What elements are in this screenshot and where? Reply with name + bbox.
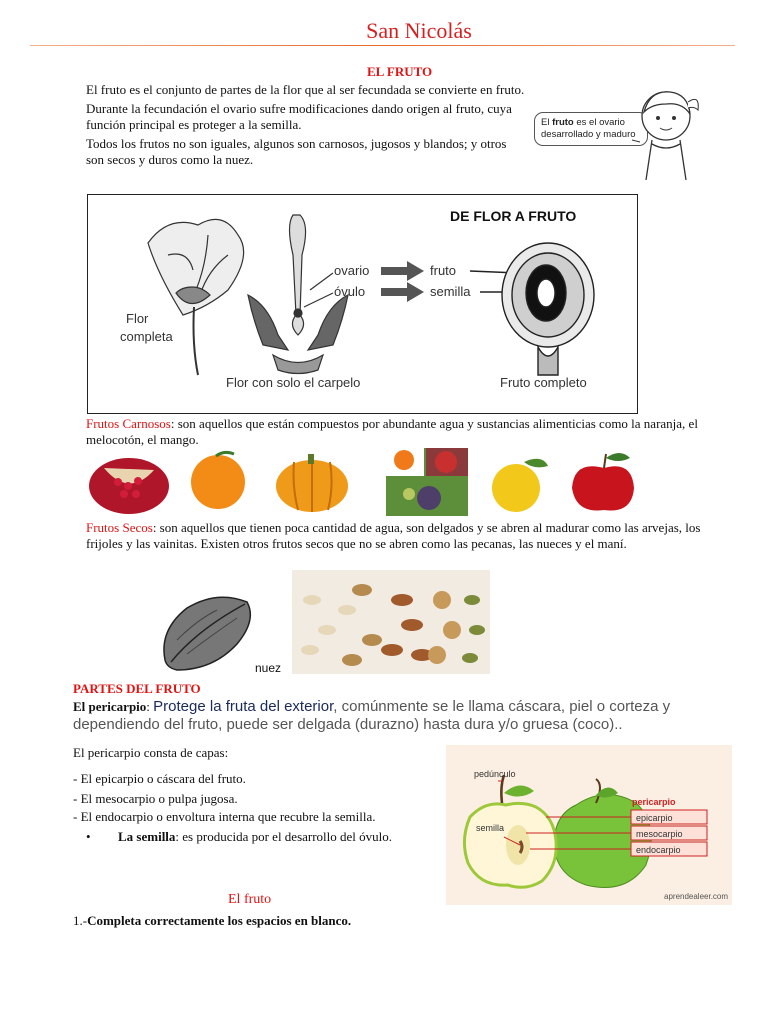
exercise-text: Completa correctamente los espacios en blanco. (87, 913, 352, 928)
girl-illustration-icon (630, 82, 702, 180)
intro-text (86, 82, 526, 168)
label-fruto: fruto (430, 263, 457, 278)
exercise-number: 1.- (73, 913, 88, 928)
capas-intro: El pericarpio consta de capas: (73, 745, 229, 760)
label-endocarpio: endocarpio (636, 845, 681, 855)
plum-collage-icon (386, 448, 468, 516)
section-title-el-fruto: EL FRUTO (367, 64, 433, 79)
capa-endocarpio: - El endocarpio o envoltura interna que recubre la semilla. (73, 809, 376, 824)
label-semilla: semilla (430, 284, 471, 299)
frutos-secos-desc: : son aquellos que tienen poca cantidad de agua, son delgados y se abren al madurar como las arvejas, los frijoles y las vainitas. Existen otros frutos secos que no se abren como las pecanas, las nueces y el maní. (86, 520, 701, 551)
bubble-rest: es el ovario desarrollado y maduro (541, 117, 636, 140)
label-flor-carpelo: Flor con solo el carpelo (226, 375, 361, 390)
label-completa: completa (120, 329, 173, 344)
apple-parts-diagram (446, 745, 732, 905)
label-ovulo: óvulo (334, 284, 366, 299)
semilla-text (118, 829, 392, 845)
pericarpio-label: El pericarpio (73, 699, 147, 714)
capa-epicarpio: - El epicarpio o cáscara del fruto. (73, 771, 246, 786)
page-title: San Nicolás (366, 18, 472, 43)
diagram-drawing (88, 195, 637, 413)
label-ovario: ovario (334, 263, 370, 278)
exercise-instruction (73, 913, 351, 929)
image-credit: aprendealeer.com (664, 892, 729, 901)
mixed-nuts-image (292, 570, 490, 674)
orange-icon (191, 452, 245, 509)
fleshy-fruits-images (84, 448, 640, 516)
quince-icon (492, 459, 548, 512)
frutos-secos-text (86, 520, 726, 552)
intro-paragraph-1: El fruto es el conjunto de partes de la flor que al ser fecundada se convierte en fruto. (86, 82, 525, 97)
exercise-title: El fruto (228, 892, 272, 907)
frutos-carnosos-desc: : son aquellos que están compuestos por abundante agua y sustancias alimenticias como la naranja, el melocotón, el mango. (86, 416, 698, 447)
bubble-prefix: El (541, 117, 553, 128)
pomegranate-icon (89, 458, 169, 514)
frutos-carnosos-text (86, 416, 726, 448)
semilla-desc: : es producida por el desarrollo del óvulo. (175, 829, 393, 844)
capa-mesocarpio: - El mesocarpio o pulpa jugosa. (73, 791, 238, 806)
pericarpio-highlight: Protege la fruta del exterior (153, 698, 334, 715)
label-epicarpio: epicarpio (636, 813, 673, 823)
diagram-title: DE FLOR A FRUTO (450, 208, 577, 224)
bubble-bold: fruto (552, 117, 574, 128)
label-flor: Flor (126, 311, 149, 326)
apple-icon (572, 453, 634, 511)
frutos-secos-label: Frutos Secos (86, 520, 153, 535)
label-pedunculo: pedúnculo (474, 769, 516, 779)
pericarpio-rest: , comúnmente se le llama cáscara, piel o corteza y dependiendo del fruto, puede ser delgada (durazno) hasta dura y/o gruesa (coco).. (73, 698, 671, 733)
label-semilla-apple: semilla (476, 823, 505, 833)
section-title-partes: PARTES DEL FRUTO (73, 681, 201, 696)
label-mesocarpio: mesocarpio (636, 829, 683, 839)
frutos-carnosos-label: Frutos Carnosos (86, 416, 171, 431)
flower-to-fruit-diagram (87, 194, 638, 414)
walnut-drawing-icon (157, 590, 257, 676)
header-divider (30, 45, 735, 46)
pumpkin-icon (276, 454, 348, 512)
pericarpio-description (73, 698, 713, 734)
intro-paragraph-3: Todos los frutos no son iguales, algunos son carnosos, jugosos y blandos; y otros son secos y duros como la nuez. (86, 136, 507, 167)
semilla-label: La semilla (118, 829, 176, 844)
bullet-icon: • (86, 829, 91, 844)
pericarpio-colon: : (146, 699, 154, 714)
label-pericarpio: pericarpio (632, 797, 676, 807)
intro-paragraph-2: Durante la fecundación el ovario sufre modificaciones dando origen al fruto, cuya función principal es proteger a la semilla. (86, 101, 512, 132)
nuez-caption: nuez (255, 661, 282, 675)
label-fruto-completo: Fruto completo (500, 375, 587, 390)
